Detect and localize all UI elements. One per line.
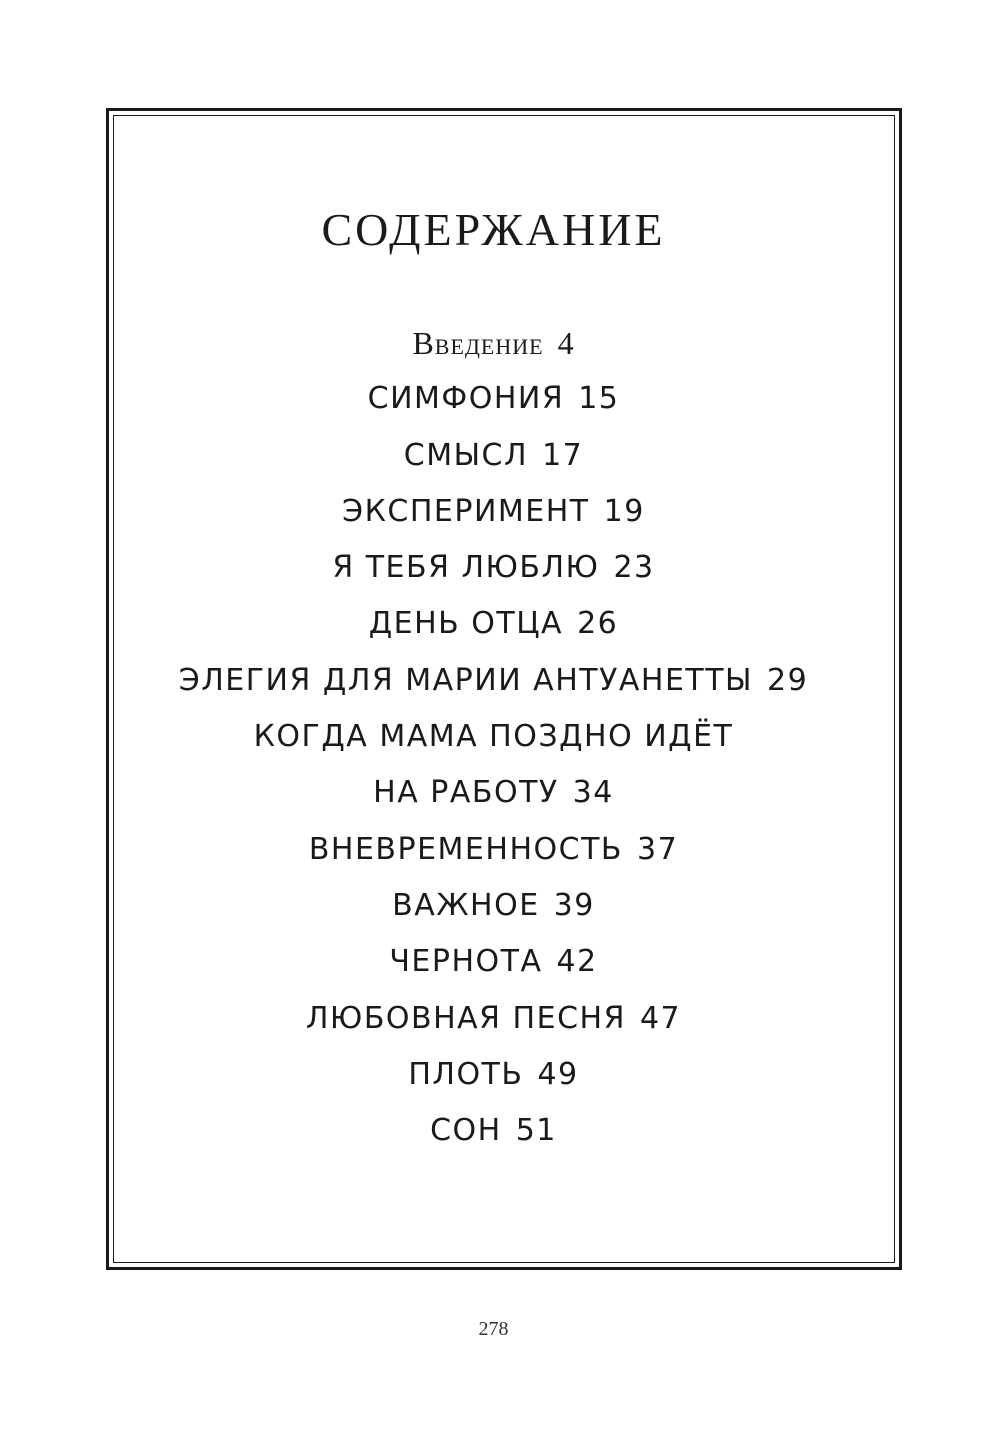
toc-entry-page: 34 (572, 775, 614, 811)
toc-entry (0, 540, 987, 596)
toc-entry (0, 653, 987, 709)
page-number: 278 (478, 1318, 509, 1340)
toc-entry (0, 315, 987, 371)
toc-entry-title: ЧЕРНОТА (389, 944, 543, 980)
toc-entry-page: 15 (578, 381, 620, 417)
toc-entry (0, 1103, 987, 1159)
toc-entry-page: 47 (639, 1000, 682, 1036)
toc-entry (0, 991, 987, 1047)
toc-entry-title: ЭКСПЕРИМЕНТ (342, 493, 590, 529)
toc-entry-page: 29 (767, 662, 809, 698)
toc-entry-page: 23 (613, 550, 655, 586)
toc-entry-title: ЛЮБОВНАЯ ПЕСНЯ (305, 1000, 626, 1036)
toc-entry (0, 484, 987, 540)
toc-entry-page: 17 (542, 437, 584, 473)
toc-entry-page: 26 (577, 606, 619, 642)
toc-entry-page: 49 (537, 1056, 579, 1092)
toc-entry (0, 878, 987, 934)
page-title: СОДЕРЖАНИЕ (321, 204, 666, 255)
toc-entry (0, 934, 987, 990)
toc-entry-title: ДЕНЬ ОТЦА (368, 606, 564, 642)
toc-entry (0, 709, 987, 765)
toc-entry-page: 42 (556, 944, 598, 980)
toc-entry (0, 822, 987, 878)
toc-entry (0, 596, 987, 652)
toc-entry-page: 37 (636, 831, 679, 867)
toc-entry-page: 51 (515, 1113, 557, 1149)
toc-entry-title: ПЛОТЬ (408, 1056, 524, 1092)
toc-entry-page: 4 (557, 325, 575, 361)
toc-entry (0, 765, 987, 821)
toc-entry-title: СМЫСЛ (403, 437, 529, 473)
toc-entry (0, 428, 987, 484)
toc-entry-page: 19 (603, 493, 645, 529)
toc-entry-title: ЭЛЕГИЯ ДЛЯ МАРИИ АНТУАНЕТТЫ (178, 662, 754, 698)
toc-entry-title: ВАЖНОЕ (392, 887, 540, 923)
toc-entry-title: СИМФОНИЯ (367, 381, 565, 417)
toc-entry-title: Введение (412, 325, 544, 361)
toc-entry-title: Я ТЕБЯ ЛЮБЛЮ (332, 550, 600, 586)
toc-entry-title: СОН (430, 1113, 502, 1149)
toc-entry-title: КОГДА МАМА ПОЗДНО ИДЁТ (253, 719, 734, 755)
toc-entry (0, 371, 987, 427)
table-of-contents (0, 315, 987, 1159)
toc-entry (0, 1047, 987, 1103)
toc-entry-title: ВНЕВРЕМЕННОСТЬ (308, 831, 623, 867)
toc-entry-title: НА РАБОТУ (373, 775, 559, 811)
toc-entry-page: 39 (553, 887, 595, 923)
